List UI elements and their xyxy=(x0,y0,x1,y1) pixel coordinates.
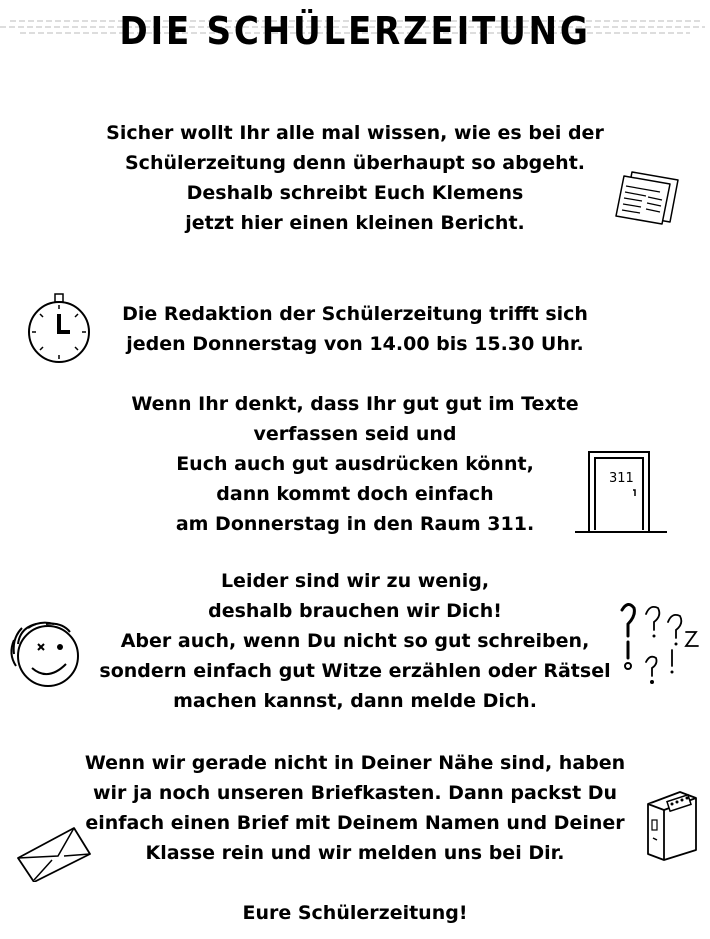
text-line: jeden Donnerstag von 14.00 bis 15.30 Uhr. xyxy=(126,333,584,355)
newspaper-icon xyxy=(612,166,686,228)
text-line: Klasse rein und wir melden uns bei Dir. xyxy=(145,842,565,864)
mailbox-icon xyxy=(640,784,704,862)
text-line: Deshalb schreibt Euch Klemens xyxy=(186,182,524,204)
intro-paragraph xyxy=(0,118,710,238)
door-icon xyxy=(575,444,671,536)
text-line: Wenn wir gerade nicht in Deiner Nähe sind, haben xyxy=(84,752,626,774)
smiley-face-icon xyxy=(6,614,86,694)
text-line: Die Redaktion der Schülerzeitung trifft sich xyxy=(122,303,588,325)
text-line: Schülerzeitung denn überhaupt so abgeht. xyxy=(125,152,585,174)
text-line: einfach einen Brief mit Deinem Namen und Deiner xyxy=(85,812,625,834)
text-line: Leider sind wir zu wenig, xyxy=(220,570,490,592)
stopwatch-icon xyxy=(24,292,94,364)
text-line: jetzt hier einen kleinen Bericht. xyxy=(185,212,525,234)
text-line: Sicher wollt Ihr alle mal wissen, wie es bei der xyxy=(106,122,604,144)
text-line: Aber auch, wenn Du nicht so gut schreiben, xyxy=(120,630,590,652)
meeting-paragraph xyxy=(0,299,710,359)
page-title: DIE SCHÜLERZEITUNG xyxy=(119,9,591,53)
text-line: verfassen seid und xyxy=(253,423,457,445)
need-paragraph xyxy=(0,566,710,716)
text-line: deshalb brauchen wir Dich! xyxy=(208,600,502,622)
signoff-text xyxy=(0,898,710,928)
text-line: Euch auch gut ausdrücken könnt, xyxy=(176,453,534,475)
mailbox-paragraph xyxy=(0,748,710,868)
text-line: machen kannst, dann melde Dich. xyxy=(173,690,537,712)
question-marks-icon xyxy=(614,596,704,696)
text-line: am Donnerstag in den Raum 311. xyxy=(175,513,535,535)
text-line: sondern einfach gut Witze erzählen oder Rätsel xyxy=(99,660,611,682)
envelope-icon xyxy=(14,822,94,882)
text-line: Wenn Ihr denkt, dass Ihr gut gut im Texte xyxy=(131,393,579,415)
text-line: dann kommt doch einfach xyxy=(216,483,494,505)
text-line: Eure Schülerzeitung! xyxy=(242,902,468,924)
text-line: wir ja noch unseren Briefkasten. Dann packst Du xyxy=(92,782,618,804)
door-number: 311 xyxy=(609,471,634,486)
